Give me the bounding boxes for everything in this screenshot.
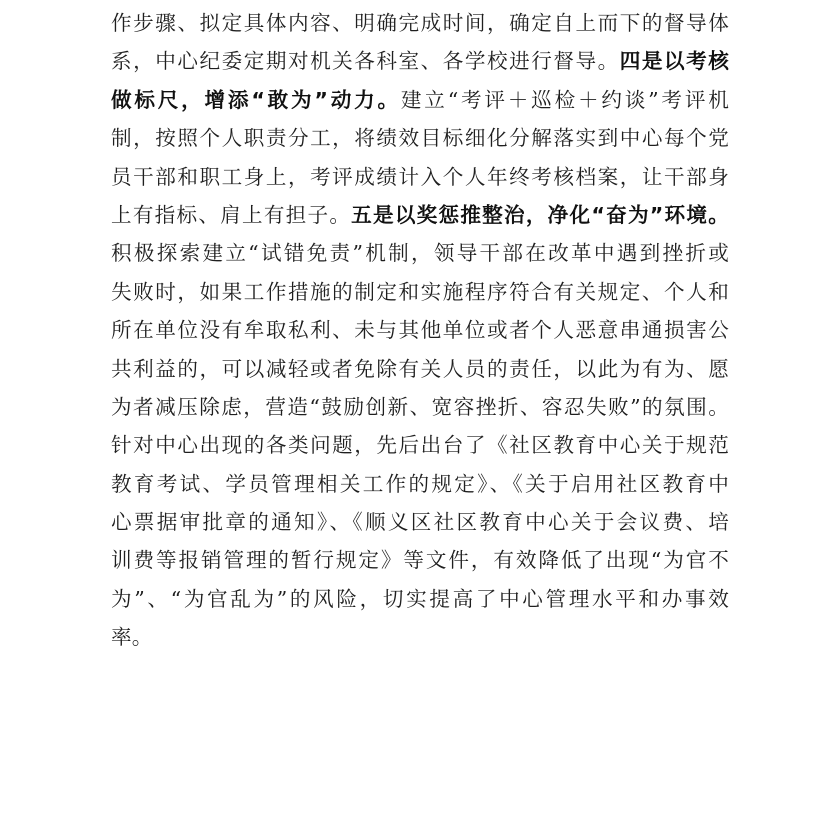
body-text-run: 上有指标、肩上有担子。 xyxy=(111,202,352,227)
text-line xyxy=(111,465,729,503)
body-text-run: 共利益的，可以减轻或者免除有关人员的责任，以此为有为、愿 xyxy=(111,356,729,381)
text-line xyxy=(111,196,729,234)
body-text-run: 针对中心出现的各类问题，先后出台了《社区教育中心关于规范 xyxy=(111,433,729,458)
text-line xyxy=(111,158,729,196)
body-text-run: 率。 xyxy=(111,625,153,650)
text-line xyxy=(111,388,729,426)
text-line xyxy=(111,580,729,618)
text-line xyxy=(111,541,729,579)
body-text-run: 作步骤、拟定具体内容、明确完成时间，确定自上而下的督导体 xyxy=(111,11,729,35)
text-line xyxy=(111,119,729,157)
text-line xyxy=(111,618,729,656)
body-text-run: 制，按照个人职责分工，将绩效目标细化分解落实到中心每个党 xyxy=(111,126,729,151)
bold-heading-text: 四是以考核 xyxy=(619,49,730,74)
text-line xyxy=(111,4,729,42)
text-line xyxy=(111,426,729,464)
text-line xyxy=(111,503,729,541)
text-line xyxy=(111,42,729,80)
body-text-run: 为”、“为官乱为”的风险，切实提高了中心管理水平和办事效 xyxy=(111,586,729,611)
bold-heading-text: 五是以奖惩推整治，净化“奋为”环境。 xyxy=(351,202,730,227)
body-text-run: 系，中心纪委定期对机关各科室、各学校进行督导。 xyxy=(111,49,620,74)
text-line xyxy=(111,234,729,272)
text-line xyxy=(111,350,729,388)
body-text-run: 建立“考评＋巡检＋约谈”考评机 xyxy=(400,87,729,112)
text-line xyxy=(111,81,729,119)
body-text xyxy=(111,4,729,657)
body-text-run: 积极探索建立“试错免责”机制，领导干部在改革中遇到挫折或 xyxy=(111,241,729,266)
text-line xyxy=(111,311,729,349)
body-text-run: 员干部和职工身上，考评成绩计入个人年终考核档案，让干部身 xyxy=(111,164,729,189)
body-text-run: 心票据审批章的通知》、《顺义区社区教育中心关于会议费、培 xyxy=(111,510,729,535)
body-text-run: 训费等报销管理的暂行规定》等文件，有效降低了出现“为官不 xyxy=(111,548,729,573)
bold-heading-text: 做标尺，增添“敢为”动力。 xyxy=(111,87,401,112)
body-text-run: 所在单位没有牟取私利、未与其他单位或者个人恶意串通损害公 xyxy=(111,318,729,343)
body-text-run: 为者减压除虑，营造“鼓励创新、宽容挫折、容忍失败”的氛围。 xyxy=(111,394,729,419)
text-line xyxy=(111,273,729,311)
body-text-run: 失败时，如果工作措施的制定和实施程序符合有关规定、个人和 xyxy=(111,279,729,304)
body-text-run: 教育考试、学员管理相关工作的规定》、《关于启用社区教育中 xyxy=(111,471,729,496)
